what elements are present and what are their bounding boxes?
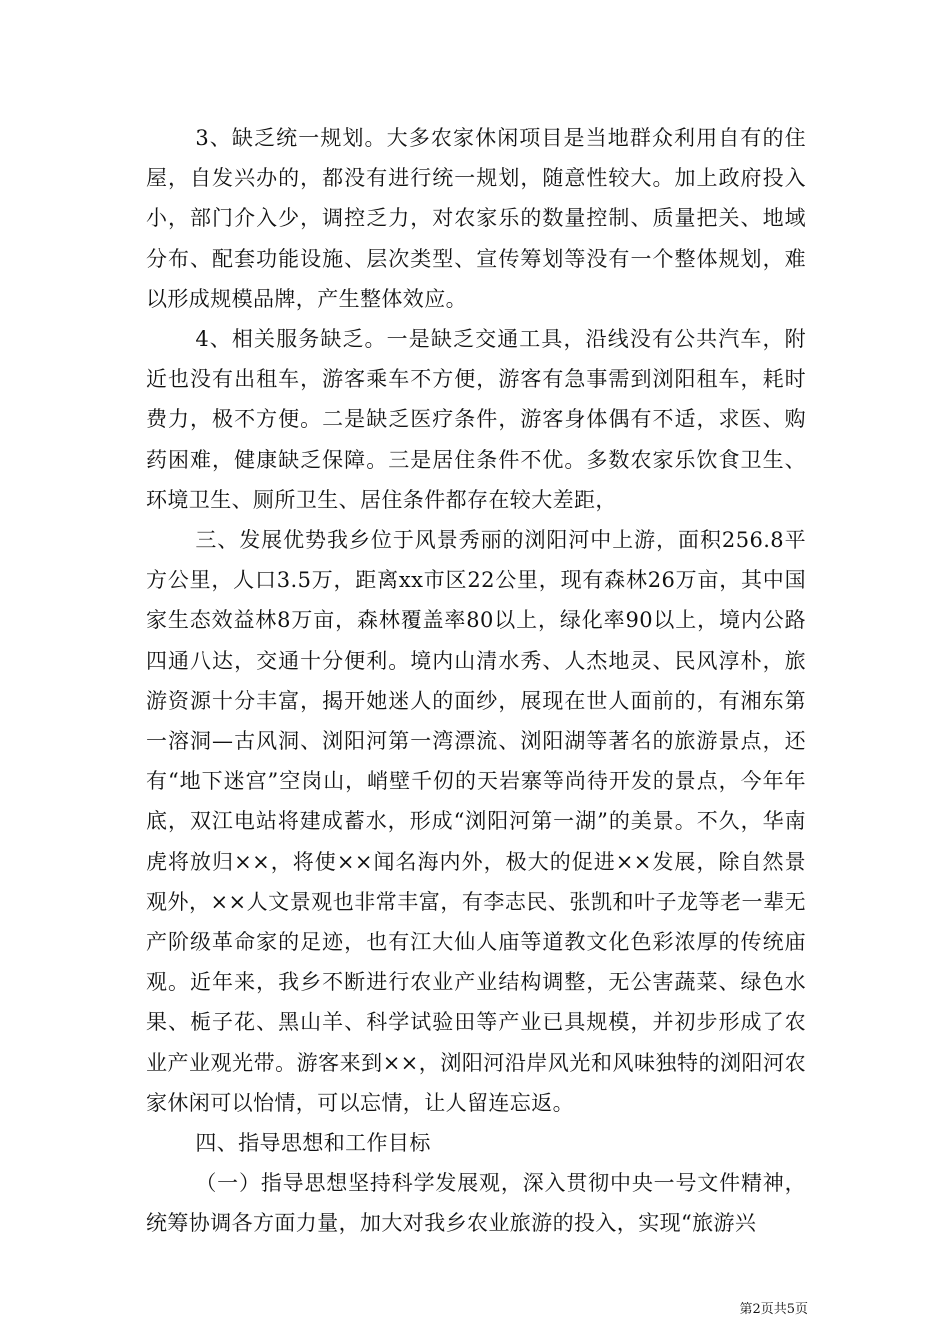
document-body (146, 118, 806, 1244)
page-number: 第2页共5页 (739, 1302, 808, 1317)
paragraph-planning: 3、缺乏统一规划。大多农家休闲项目是当地群众利用自有的住屋，自发兴办的，都没有进行统一规划，随意性较大。加上政府投入小，部门介入少，调控乏力，对农家乐的数量控制、质量把关、地域分布、配套功能设施、层次类型、宣传筹划等没有一个整体规划，难以形成规模品牌，产生整体效应。 (146, 126, 806, 311)
paragraph-guiding-ideology: （一）指导思想坚持科学发展观，深入贯彻中央一号文件精神，统筹协调各方面力量，加大对我乡农业旅游的投入，实现“旅游兴 (146, 1171, 806, 1236)
paragraph-advantages: 三、发展优势我乡位于风景秀丽的浏阳河中上游，面积256.8平方公里，人口3.5万，距离xx市区22公里，现有森林26万亩，其中国家生态效益林8万亩，森林覆盖率80以上，绿化率90以上，境内公路四通八达，交通十分便利。境内山清水秀、人杰地灵、民风淳朴，旅游资源十分丰富，揭开她迷人的面纱，展现在世人面前的，有湘东第一溶洞—古风洞、浏阳河第一湾漂流、浏阳湖等著名的旅游景点，还有“地下迷宫”空岗山，峭壁千仞的天岩寨等尚待开发的景点，今年年底，双江电站将建成蓄水，形成“浏阳河第一湖”的美景。不久，华南虎将放归××，将使××闻名海内外，极大的促进××发展，除自然景观外，××人文景观也非常丰富，有李志民、张凯和叶子龙等老一辈无产阶级革命家的足迹，也有江大仙人庙等道教文化色彩浓厚的传统庙观。近年来，我乡不断进行农业产业结构调整，无公害蔬菜、绿色水果、栀子花、黑山羊、科学试验田等产业已具规模，并初步形成了农业产业观光带。游客来到××，浏阳河沿岸风光和风味独特的浏阳河农家休闲可以怡情，可以忘情，让人留连忘返。 (146, 528, 806, 1115)
section-heading-guiding-ideology: 四、指导思想和工作目标 (195, 1131, 431, 1156)
paragraph-services: 4、相关服务缺乏。一是缺乏交通工具，沿线没有公共汽车，附近也没有出租车，游客乘车不方便，游客有急事需到浏阳租车，耗时费力，极不方便。二是缺乏医疗条件，游客身体偶有不适，求医、购药困难，健康缺乏保障。三是居住条件不优。多数农家乐饮食卫生、环境卫生、厕所卫生、居住条件都存在较大差距， (146, 327, 806, 512)
